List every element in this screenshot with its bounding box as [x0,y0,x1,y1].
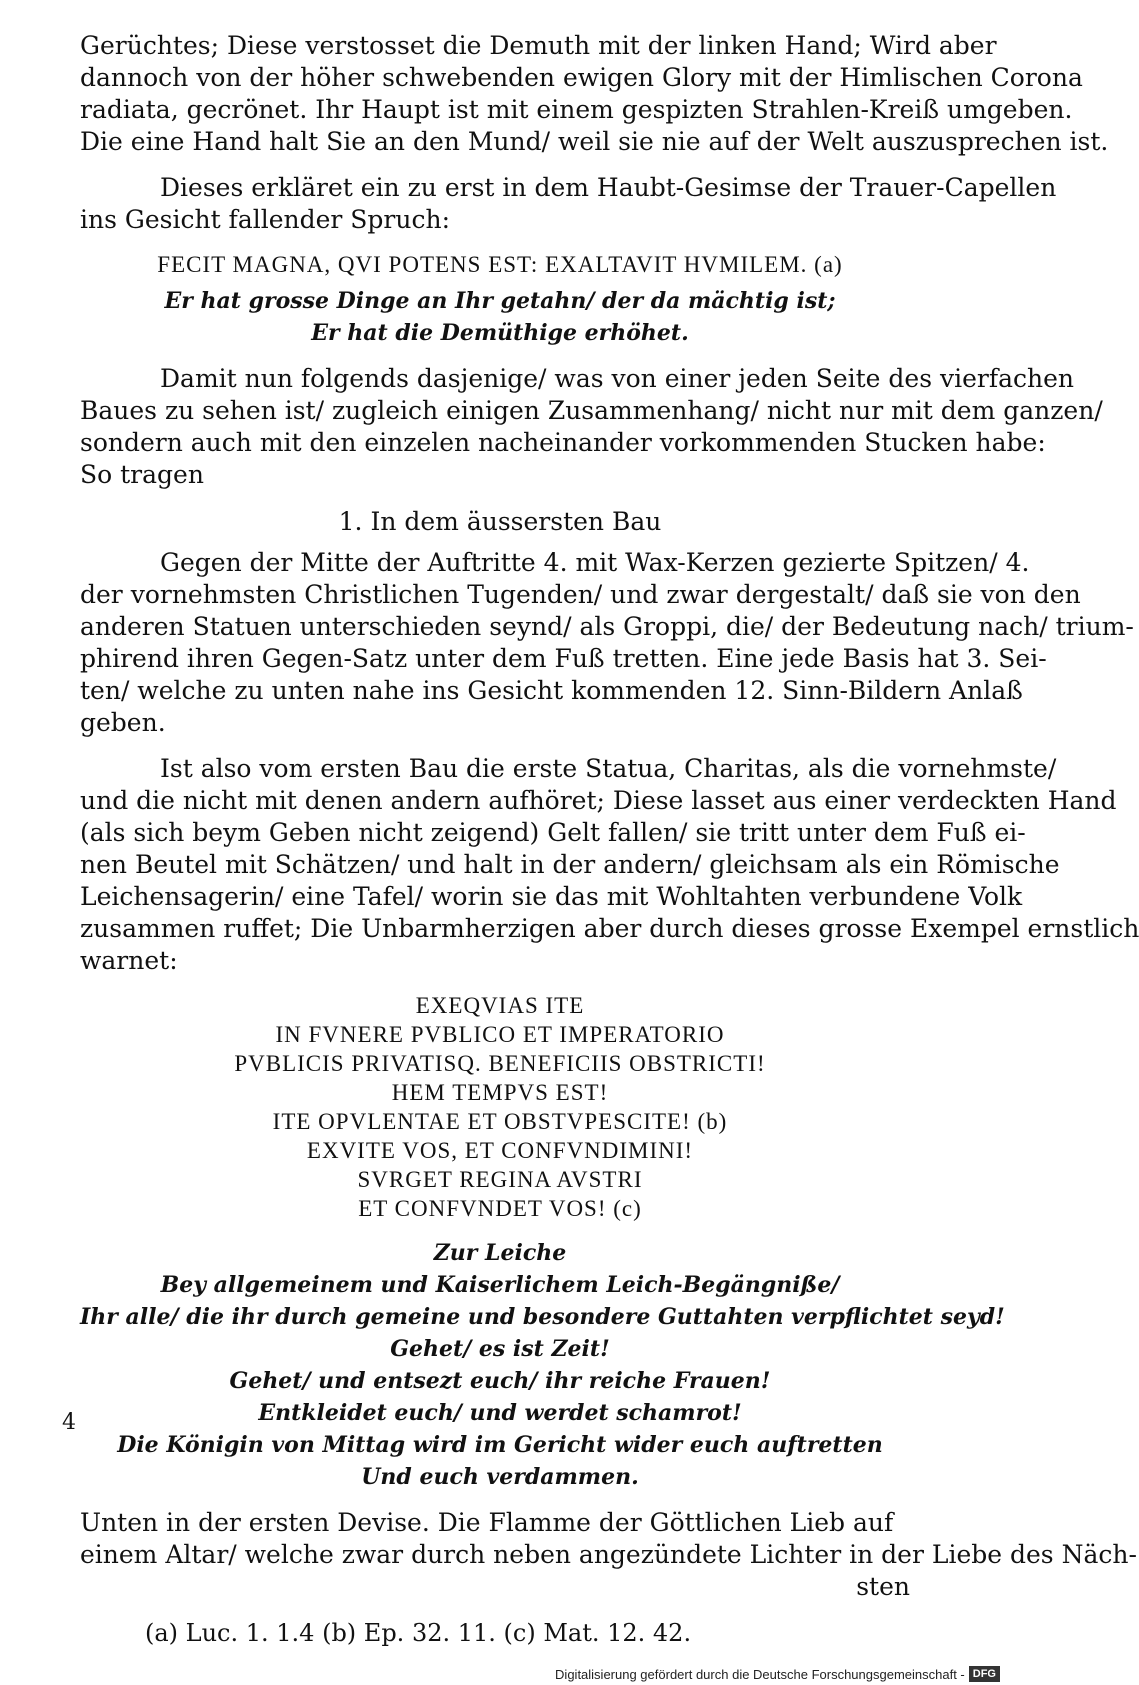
text-line: Gegen der Mitte der Auftritte 4. mit Wax-Kerzen gezierte Spitzen/ 4. [160,548,1030,577]
text-line: So tragen [80,460,204,489]
latin-line: HEM TEMPVS EST! [391,1080,609,1105]
german-line: Und euch verdammen. [361,1464,639,1490]
latin-line: IN FVNERE PVBLICO ET IMPERATORIO [275,1022,725,1047]
footer-text: Digitalisierung gefördert durch die Deutsche Forschungsgemeinschaft - [555,1666,965,1682]
motto-german-line: Er hat grosse Dinge an Ihr getahn/ der da mächtig ist; [164,288,836,314]
latin-line: EXEQVIAS ITE [415,993,585,1018]
digitization-footer [555,1663,1000,1685]
latin-line: PVBLICIS PRIVATISQ. BENEFICIIS OBSTRICTI! [234,1051,766,1076]
text-line: phirend ihren Gegen-Satz unter dem Fuß tretten. Eine jede Basis hat 3. Sei- [80,644,1047,673]
motto-german-line: Er hat die Demüthige erhöhet. [311,320,689,346]
ist-paragraph [80,753,1139,977]
text-line: radiata, gecrönet. Ihr Haupt ist mit einem gespizten Strahlen-Kreiß umgeben. [80,95,1073,124]
text-line: geben. [80,708,166,737]
margin-mark: 4 [62,1410,76,1435]
german-line: Gehet/ und entsezt euch/ ihr reiche Frauen! [229,1368,771,1394]
text-line: Ist also vom ersten Bau die erste Statua, Charitas, als die vornehmste/ [160,754,1057,783]
text-line: Unten in der ersten Devise. Die Flamme der Göttlichen Lieb auf [80,1508,894,1537]
german-line: Zur Leiche [433,1240,567,1266]
text-line: Leichensagerin/ eine Tafel/ worin sie das mit Wohltahten verbundene Volk [80,882,1023,911]
dfg-logo: DFG [969,1666,1000,1682]
gegen-paragraph [80,547,1134,739]
latin-inscription [80,991,920,1223]
german-translation [80,1237,1005,1493]
text-line: ins Gesicht fallender Spruch: [80,205,451,234]
german-line: Gehet/ es ist Zeit! [390,1336,610,1362]
text-line: Dieses erkläret ein zu erst in dem Haubt-Gesimse der Trauer-Capellen [160,173,1057,202]
latin-line: SVRGET REGINA AVSTRI [357,1167,643,1192]
german-line: Die Königin von Mittag wird im Gericht wider euch auftretten [117,1432,883,1458]
motto-block [80,250,920,349]
latin-line: EXVITE VOS, ET CONFVNDIMINI! [306,1138,694,1163]
footnotes: (a) Luc. 1. 1.4 (b) Ep. 32. 11. (c) Mat. 12. 42. [145,1619,692,1647]
section-heading: 1. In dem äussersten Bau [338,507,662,536]
motto-latin: FECIT MAGNA, QVI POTENS EST: EXALTAVIT HVMILEM. (a) [157,252,843,277]
german-line: Bey allgemeinem und Kaiserlichem Leich-Begängniße/ [160,1272,840,1298]
german-line: Ihr alle/ die ihr durch gemeine und besondere Guttahten verpflichtet seyd! [80,1304,1005,1330]
text-line: Gerüchtes; Diese verstosset die Demuth mit der linken Hand; Wird aber [80,31,997,60]
opening-paragraph [80,30,1109,158]
german-line: Entkleidet euch/ und werdet schamrot! [258,1400,742,1426]
text-line: ten/ welche zu unten nahe ins Gesicht kommenden 12. Sinn-Bildern Anlaß [80,676,1023,705]
latin-line: ITE OPVLENTAE ET OBSTVPESCITE! (b) [272,1109,728,1134]
text-line: anderen Statuen unterschieden seynd/ als Groppi, die/ der Bedeutung nach/ trium- [80,612,1134,641]
text-line: (als sich beym Geben nicht zeigend) Gelt fallen/ sie tritt unter dem Fuß ei- [80,818,1026,847]
text-line: und die nicht mit denen andern aufhöret; Diese lasset aus einer verdeckten Hand [80,786,1117,815]
text-line: Damit nun folgends dasjenige/ was von einer jeden Seite des vierfachen [160,364,1075,393]
text-line: dannoch von der höher schwebenden ewigen Glory mit der Himlischen Corona [80,63,1083,92]
latin-line: ET CONFVNDET VOS! (c) [358,1196,642,1221]
intro-paragraph [80,172,1057,236]
text-line: einem Altar/ welche zwar durch neben angezündete Lichter in der Liebe des Näch- [80,1540,1137,1569]
catchword: sten [856,1572,910,1601]
text-line: der vornehmsten Christlichen Tugenden/ und zwar dergestalt/ daß sie von den [80,580,1081,609]
text-line: Die eine Hand halt Sie an den Mund/ weil sie nie auf der Welt auszusprechen ist. [80,127,1109,156]
unten-paragraph [80,1507,1137,1603]
document-page [80,30,1139,1649]
damit-paragraph [80,363,1103,491]
text-line: sondern auch mit den einzelen nacheinander vorkommenden Stucken habe: [80,428,1046,457]
text-line: Baues zu sehen ist/ zugleich einigen Zusammenhang/ nicht nur mit dem ganzen/ [80,396,1103,425]
text-line: warnet: [80,946,178,975]
text-line: zusammen ruffet; Die Unbarmherzigen aber durch dieses grosse Exempel ernstlich [80,914,1139,943]
text-line: nen Beutel mit Schätzen/ und halt in der andern/ gleichsam als ein Römische [80,850,1060,879]
